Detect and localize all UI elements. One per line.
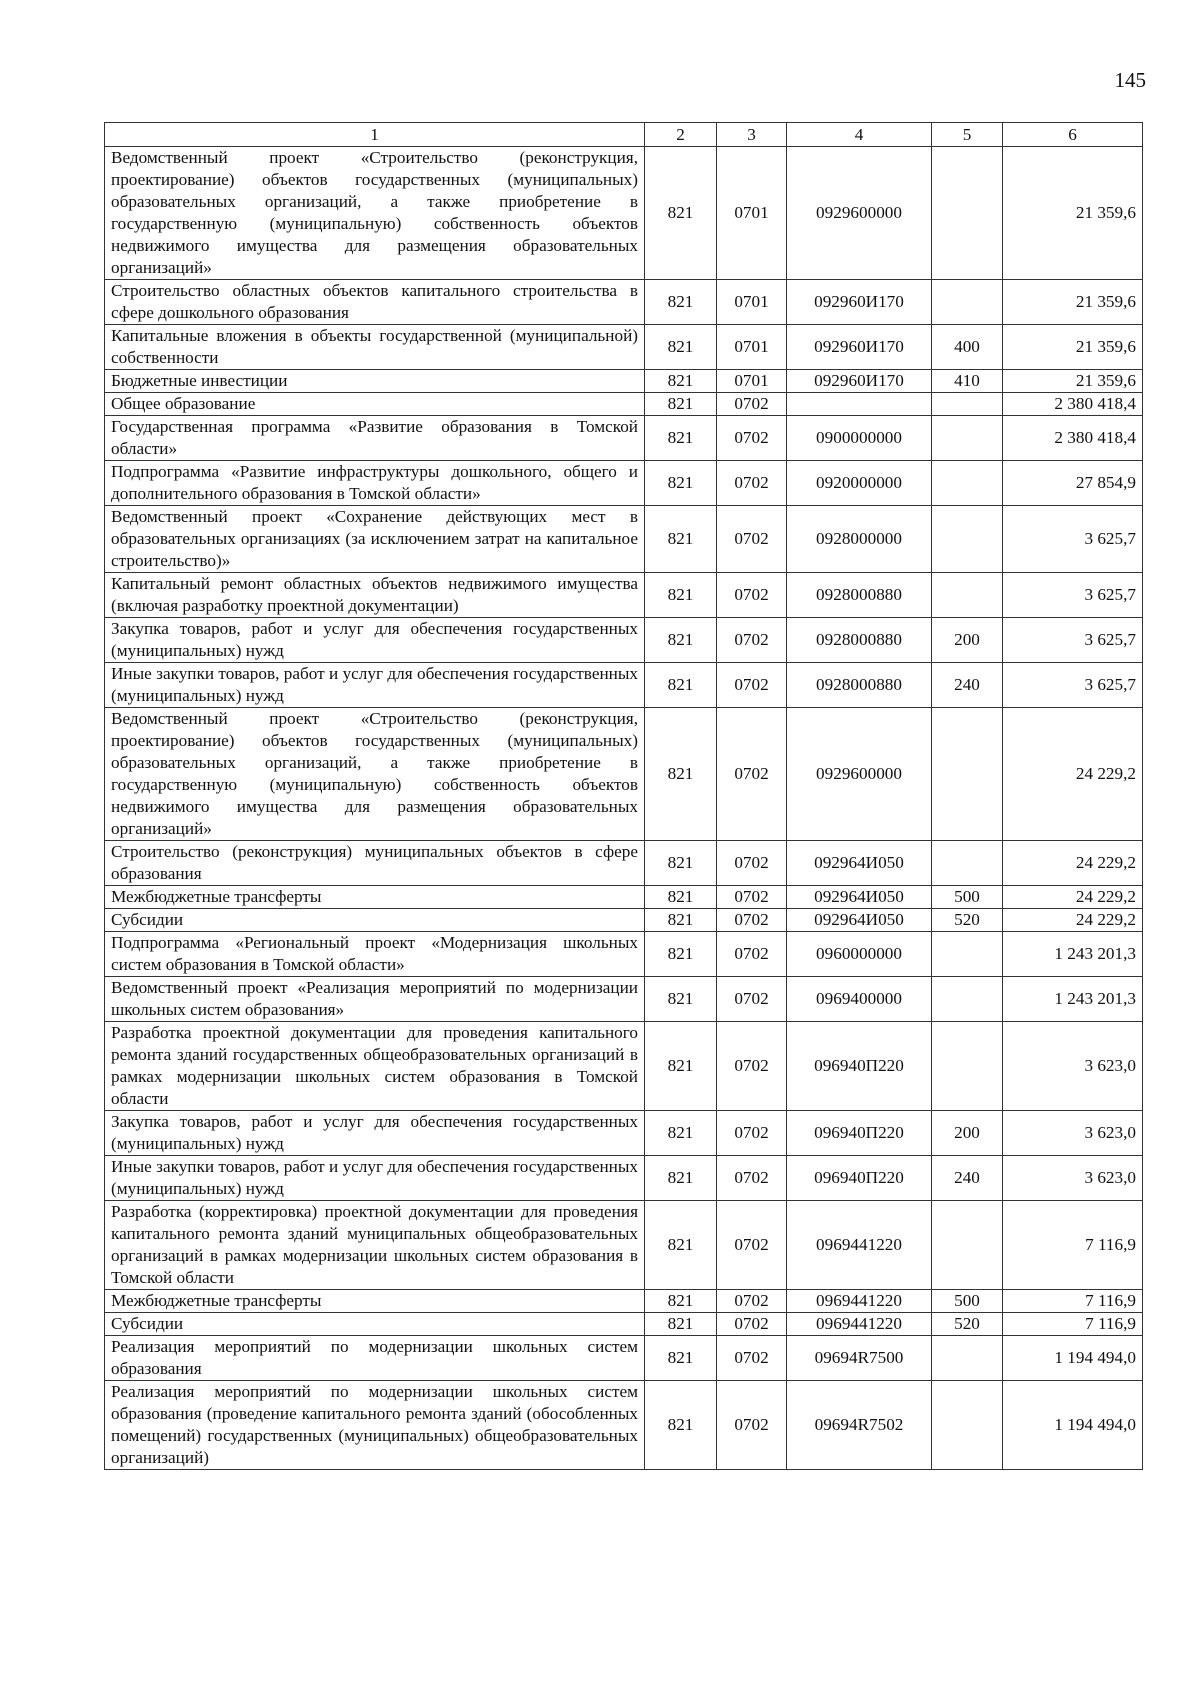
ministry-code-cell: 821 [645, 325, 717, 370]
target-article-code-cell: 096940П220 [787, 1156, 932, 1201]
table-row [105, 1111, 1143, 1156]
expense-type-code-cell: 400 [932, 325, 1003, 370]
table-row [105, 977, 1143, 1022]
expense-type-code-cell [932, 1336, 1003, 1381]
amount-cell: 24 229,2 [1003, 909, 1143, 932]
section-code-cell: 0702 [717, 886, 787, 909]
amount-cell: 7 116,9 [1003, 1290, 1143, 1313]
row-name-cell: Иные закупки товаров, работ и услуг для обеспечения государственных (муниципальных) нужд [105, 663, 645, 708]
target-article-code-cell: 0928000000 [787, 506, 932, 573]
section-code-cell: 0702 [717, 506, 787, 573]
row-name-cell: Субсидии [105, 1313, 645, 1336]
ministry-code-cell: 821 [645, 280, 717, 325]
row-name-cell: Разработка (корректировка) проектной документации для проведения капитального ремонта зданий муниципальных общеобразовательных организаций в рамках модернизации школьных систем образования в Томской области [105, 1201, 645, 1290]
expense-type-code-cell: 240 [932, 663, 1003, 708]
table-row [105, 1022, 1143, 1111]
row-name-cell: Закупка товаров, работ и услуг для обеспечения государственных (муниципальных) нужд [105, 618, 645, 663]
section-code-cell: 0702 [717, 461, 787, 506]
target-article-code-cell: 0928000880 [787, 618, 932, 663]
table-row [105, 573, 1143, 618]
table-row [105, 1290, 1143, 1313]
amount-cell: 7 116,9 [1003, 1201, 1143, 1290]
amount-cell: 1 194 494,0 [1003, 1336, 1143, 1381]
row-name-cell: Государственная программа «Развитие образования в Томской области» [105, 416, 645, 461]
row-name-cell: Межбюджетные трансферты [105, 1290, 645, 1313]
ministry-code-cell: 821 [645, 909, 717, 932]
amount-cell: 21 359,6 [1003, 280, 1143, 325]
expense-type-code-cell [932, 461, 1003, 506]
table-row [105, 663, 1143, 708]
section-code-cell: 0702 [717, 663, 787, 708]
expense-type-code-cell [932, 1201, 1003, 1290]
header-cell-6: 6 [1003, 123, 1143, 147]
amount-cell: 2 380 418,4 [1003, 393, 1143, 416]
expense-type-code-cell [932, 416, 1003, 461]
amount-cell: 24 229,2 [1003, 886, 1143, 909]
section-code-cell: 0702 [717, 1201, 787, 1290]
expense-type-code-cell: 240 [932, 1156, 1003, 1201]
target-article-code-cell: 092960И170 [787, 370, 932, 393]
expense-type-code-cell [932, 147, 1003, 280]
row-name-cell: Межбюджетные трансферты [105, 886, 645, 909]
amount-cell: 24 229,2 [1003, 708, 1143, 841]
amount-cell: 3 625,7 [1003, 663, 1143, 708]
ministry-code-cell: 821 [645, 1156, 717, 1201]
section-code-cell: 0702 [717, 1313, 787, 1336]
ministry-code-cell: 821 [645, 1201, 717, 1290]
amount-cell: 3 623,0 [1003, 1156, 1143, 1201]
section-code-cell: 0702 [717, 909, 787, 932]
section-code-cell: 0702 [717, 393, 787, 416]
target-article-code-cell: 092960И170 [787, 280, 932, 325]
amount-cell: 7 116,9 [1003, 1313, 1143, 1336]
amount-cell: 1 243 201,3 [1003, 932, 1143, 977]
expense-type-code-cell [932, 393, 1003, 416]
amount-cell: 3 625,7 [1003, 506, 1143, 573]
ministry-code-cell: 821 [645, 618, 717, 663]
expense-type-code-cell [932, 1022, 1003, 1111]
amount-cell: 27 854,9 [1003, 461, 1143, 506]
ministry-code-cell: 821 [645, 1381, 717, 1470]
section-code-cell: 0702 [717, 708, 787, 841]
section-code-cell: 0702 [717, 1022, 787, 1111]
table-row [105, 461, 1143, 506]
amount-cell: 1 194 494,0 [1003, 1381, 1143, 1470]
ministry-code-cell: 821 [645, 506, 717, 573]
row-name-cell: Реализация мероприятий по модернизации школьных систем образования [105, 1336, 645, 1381]
expense-type-code-cell [932, 1381, 1003, 1470]
table-body [105, 147, 1143, 1470]
expense-type-code-cell: 200 [932, 618, 1003, 663]
section-code-cell: 0701 [717, 147, 787, 280]
row-name-cell: Ведомственный проект «Строительство (реконструкция, проектирование) объектов государственных (муниципальных) образовательных организаций, а также приобретение в государственную (муниципальную) собственность объектов недвижимого имущества для размещения образовательных организаций» [105, 708, 645, 841]
amount-cell: 24 229,2 [1003, 841, 1143, 886]
table-row [105, 370, 1143, 393]
amount-cell: 3 625,7 [1003, 618, 1143, 663]
row-name-cell: Строительство областных объектов капитального строительства в сфере дошкольного образования [105, 280, 645, 325]
amount-cell: 21 359,6 [1003, 325, 1143, 370]
header-cell-2: 2 [645, 123, 717, 147]
header-cell-1: 1 [105, 123, 645, 147]
row-name-cell: Закупка товаров, работ и услуг для обеспечения государственных (муниципальных) нужд [105, 1111, 645, 1156]
table-row [105, 708, 1143, 841]
table-row [105, 841, 1143, 886]
expense-type-code-cell [932, 708, 1003, 841]
ministry-code-cell: 821 [645, 1313, 717, 1336]
row-name-cell: Строительство (реконструкция) муниципальных объектов в сфере образования [105, 841, 645, 886]
table-row [105, 1201, 1143, 1290]
ministry-code-cell: 821 [645, 841, 717, 886]
table-row [105, 886, 1143, 909]
section-code-cell: 0702 [717, 977, 787, 1022]
target-article-code-cell: 092964И050 [787, 909, 932, 932]
table-row [105, 1156, 1143, 1201]
target-article-code-cell: 092964И050 [787, 841, 932, 886]
header-row [105, 123, 1143, 147]
row-name-cell: Капитальные вложения в объекты государственной (муниципальной) собственности [105, 325, 645, 370]
ministry-code-cell: 821 [645, 1336, 717, 1381]
expense-type-code-cell [932, 932, 1003, 977]
page-number: 145 [1114, 68, 1146, 92]
row-name-cell: Общее образование [105, 393, 645, 416]
table-row [105, 932, 1143, 977]
amount-cell: 3 623,0 [1003, 1111, 1143, 1156]
target-article-code-cell: 0969441220 [787, 1313, 932, 1336]
row-name-cell: Подпрограмма «Региональный проект «Модернизация школьных систем образования в Томской области» [105, 932, 645, 977]
expense-type-code-cell: 410 [932, 370, 1003, 393]
expense-type-code-cell [932, 506, 1003, 573]
section-code-cell: 0702 [717, 416, 787, 461]
row-name-cell: Реализация мероприятий по модернизации школьных систем образования (проведение капитального ремонта зданий (обособленных помещений) государственных (муниципальных) общеобразовательных организаций) [105, 1381, 645, 1470]
section-code-cell: 0702 [717, 618, 787, 663]
section-code-cell: 0701 [717, 280, 787, 325]
target-article-code-cell: 0960000000 [787, 932, 932, 977]
ministry-code-cell: 821 [645, 663, 717, 708]
section-code-cell: 0702 [717, 1111, 787, 1156]
amount-cell: 3 625,7 [1003, 573, 1143, 618]
amount-cell: 1 243 201,3 [1003, 977, 1143, 1022]
ministry-code-cell: 821 [645, 886, 717, 909]
expense-type-code-cell [932, 841, 1003, 886]
table-row [105, 1336, 1143, 1381]
table-row [105, 325, 1143, 370]
target-article-code-cell: 09694R7502 [787, 1381, 932, 1470]
row-name-cell: Подпрограмма «Развитие инфраструктуры дошкольного, общего и дополнительного образования в Томской области» [105, 461, 645, 506]
expense-type-code-cell: 200 [932, 1111, 1003, 1156]
expense-type-code-cell: 500 [932, 1290, 1003, 1313]
expense-type-code-cell [932, 280, 1003, 325]
ministry-code-cell: 821 [645, 393, 717, 416]
ministry-code-cell: 821 [645, 932, 717, 977]
section-code-cell: 0702 [717, 1336, 787, 1381]
budget-table [104, 122, 1143, 1470]
table-row [105, 393, 1143, 416]
section-code-cell: 0702 [717, 932, 787, 977]
ministry-code-cell: 821 [645, 416, 717, 461]
table-row [105, 1381, 1143, 1470]
ministry-code-cell: 821 [645, 573, 717, 618]
target-article-code-cell: 096940П220 [787, 1111, 932, 1156]
header-cell-3: 3 [717, 123, 787, 147]
amount-cell: 2 380 418,4 [1003, 416, 1143, 461]
table-row [105, 909, 1143, 932]
ministry-code-cell: 821 [645, 1290, 717, 1313]
ministry-code-cell: 821 [645, 461, 717, 506]
target-article-code-cell: 092960И170 [787, 325, 932, 370]
table-row [105, 506, 1143, 573]
section-code-cell: 0702 [717, 841, 787, 886]
amount-cell: 21 359,6 [1003, 147, 1143, 280]
target-article-code-cell: 0969441220 [787, 1201, 932, 1290]
target-article-code-cell: 092964И050 [787, 886, 932, 909]
section-code-cell: 0701 [717, 325, 787, 370]
expense-type-code-cell: 520 [932, 909, 1003, 932]
target-article-code-cell: 0929600000 [787, 147, 932, 280]
row-name-cell: Ведомственный проект «Реализация мероприятий по модернизации школьных систем образования» [105, 977, 645, 1022]
amount-cell: 21 359,6 [1003, 370, 1143, 393]
target-article-code-cell: 0969441220 [787, 1290, 932, 1313]
ministry-code-cell: 821 [645, 370, 717, 393]
section-code-cell: 0702 [717, 1290, 787, 1313]
expense-type-code-cell [932, 977, 1003, 1022]
row-name-cell: Иные закупки товаров, работ и услуг для обеспечения государственных (муниципальных) нужд [105, 1156, 645, 1201]
row-name-cell: Разработка проектной документации для проведения капитального ремонта зданий государственных общеобразовательных организаций в рамках модернизации школьных систем образования в Томской области [105, 1022, 645, 1111]
ministry-code-cell: 821 [645, 977, 717, 1022]
ministry-code-cell: 821 [645, 1022, 717, 1111]
target-article-code-cell: 0900000000 [787, 416, 932, 461]
section-code-cell: 0702 [717, 1156, 787, 1201]
table-row [105, 147, 1143, 280]
table-row [105, 1313, 1143, 1336]
target-article-code-cell: 0929600000 [787, 708, 932, 841]
section-code-cell: 0702 [717, 1381, 787, 1470]
target-article-code-cell [787, 393, 932, 416]
row-name-cell: Ведомственный проект «Сохранение действующих мест в образовательных организациях (за исключением затрат на капитальное строительство)» [105, 506, 645, 573]
row-name-cell: Бюджетные инвестиции [105, 370, 645, 393]
ministry-code-cell: 821 [645, 708, 717, 841]
amount-cell: 3 623,0 [1003, 1022, 1143, 1111]
target-article-code-cell: 09694R7500 [787, 1336, 932, 1381]
section-code-cell: 0701 [717, 370, 787, 393]
target-article-code-cell: 0969400000 [787, 977, 932, 1022]
expense-type-code-cell [932, 573, 1003, 618]
ministry-code-cell: 821 [645, 1111, 717, 1156]
target-article-code-cell: 0928000880 [787, 573, 932, 618]
target-article-code-cell: 096940П220 [787, 1022, 932, 1111]
table-row [105, 618, 1143, 663]
section-code-cell: 0702 [717, 573, 787, 618]
row-name-cell: Капитальный ремонт областных объектов недвижимого имущества (включая разработку проектной документации) [105, 573, 645, 618]
table-row [105, 416, 1143, 461]
row-name-cell: Ведомственный проект «Строительство (реконструкция, проектирование) объектов государственных (муниципальных) образовательных организаций, а также приобретение в государственную (муниципальную) собственность объектов недвижимого имущества для размещения образовательных организаций» [105, 147, 645, 280]
target-article-code-cell: 0928000880 [787, 663, 932, 708]
expense-type-code-cell: 500 [932, 886, 1003, 909]
header-cell-4: 4 [787, 123, 932, 147]
target-article-code-cell: 0920000000 [787, 461, 932, 506]
expense-type-code-cell: 520 [932, 1313, 1003, 1336]
table-row [105, 280, 1143, 325]
header-cell-5: 5 [932, 123, 1003, 147]
row-name-cell: Субсидии [105, 909, 645, 932]
ministry-code-cell: 821 [645, 147, 717, 280]
